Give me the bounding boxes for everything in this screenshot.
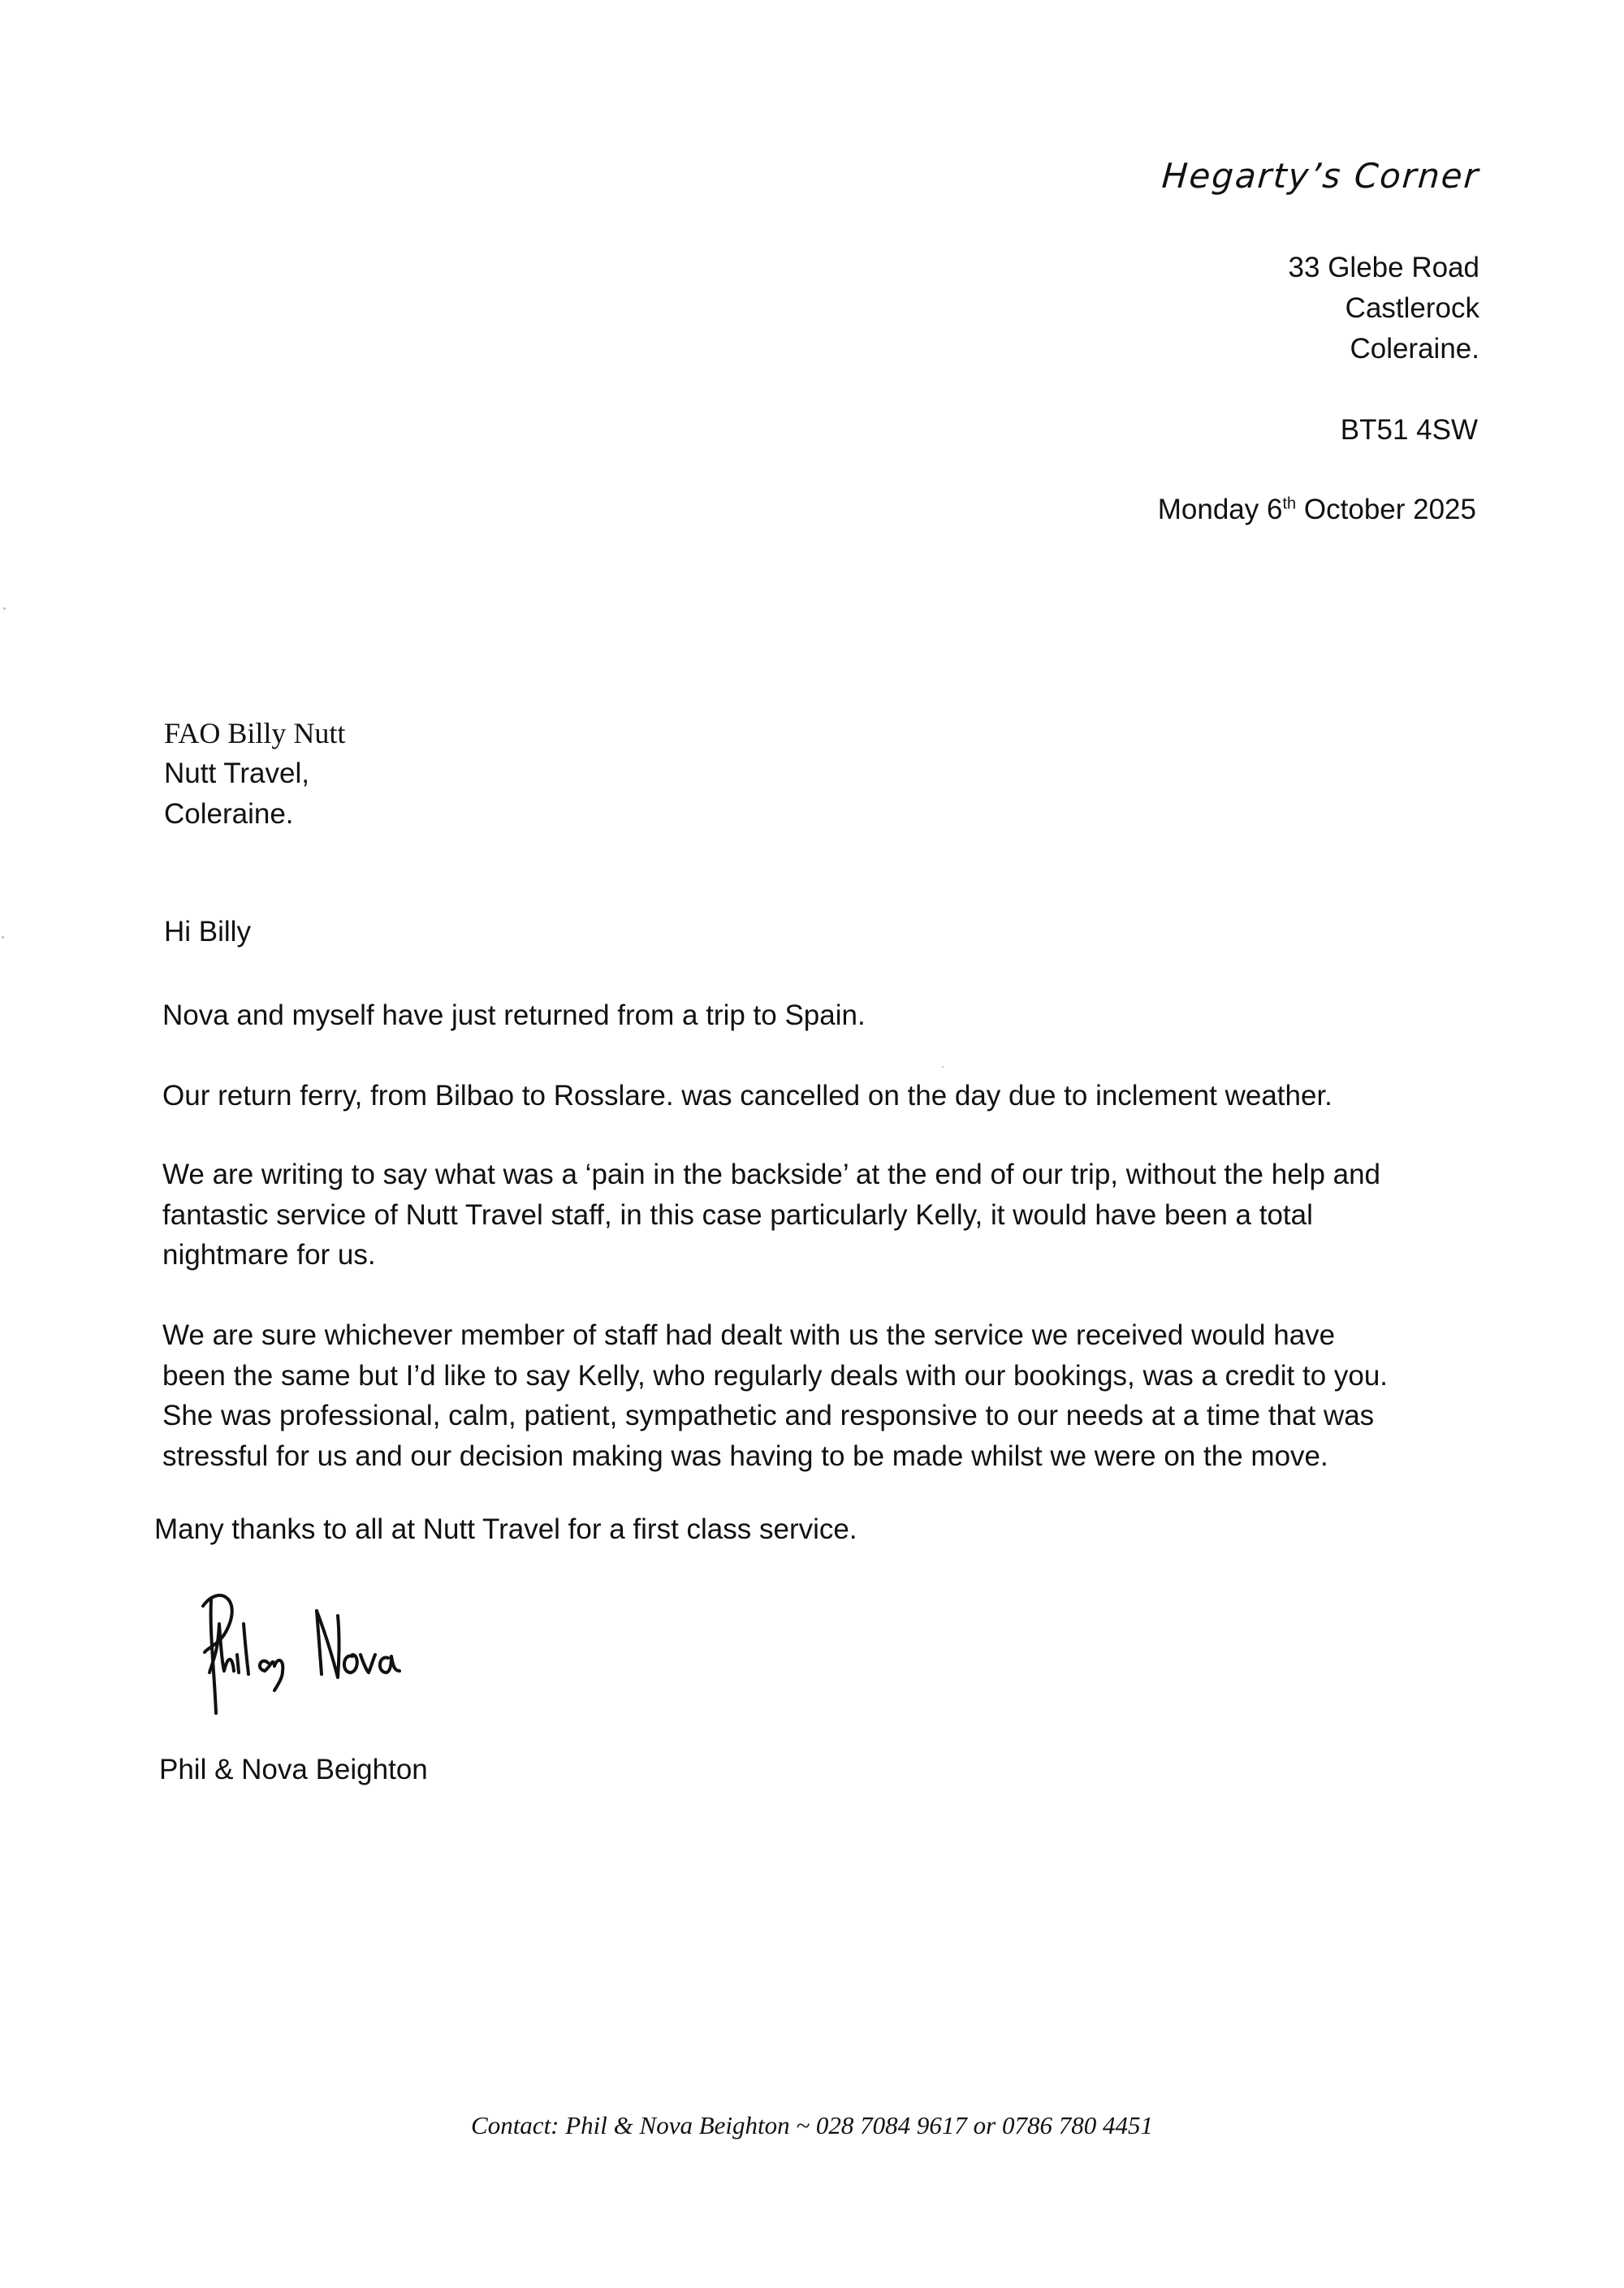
postcode: BT51 4SW: [1340, 414, 1478, 446]
letter-date: [1158, 494, 1476, 526]
signature-stroke: [361, 1655, 375, 1673]
paragraph-line: Our return ferry, from Bilbao to Rosslare. was cancelled on the day due to inclement weather.: [162, 1080, 1332, 1112]
paragraph-line: We are writing to say what was a ‘pain in the backside’ at the end of our trip, without the help and: [162, 1159, 1381, 1190]
sender-address: [1289, 248, 1479, 369]
date-day-suffix: th: [1282, 494, 1297, 513]
handwritten-signature: [187, 1575, 512, 1721]
date-weekday: Monday: [1157, 494, 1259, 525]
paragraph-line: Nova and myself have just returned from a trip to Spain.: [162, 999, 866, 1031]
body-paragraph: [162, 1076, 1494, 1116]
signature-stroke: [380, 1656, 400, 1673]
body-paragraph: [162, 995, 1494, 1036]
signature-stroke: [244, 1624, 248, 1674]
paragraph-line: She was professional, calm, patient, sympathetic and responsive to our needs at a time that was: [162, 1400, 1375, 1431]
recipient-line: Nutt Travel,: [164, 758, 309, 789]
signature-stroke: [260, 1660, 283, 1690]
signature-drawing: [187, 1575, 512, 1721]
salutation: Hi Billy: [164, 916, 251, 948]
address-line: Coleraine.: [1350, 333, 1479, 365]
paragraph-line: been the same but I’d like to say Kelly, who regularly deals with our bookings, was a credit to you.: [162, 1359, 1389, 1392]
recipient-block: [164, 713, 345, 835]
paragraph-line: We are sure whichever member of staff had dealt with us the service we received would have: [162, 1319, 1336, 1351]
signature-stroke: [237, 1655, 239, 1673]
paragraph-line: fantastic service of Nutt Travel staff, in this case particularly Kelly, it would have been a total: [162, 1198, 1313, 1231]
printed-signature-name: Phil & Nova Beighton: [159, 1754, 428, 1785]
paragraph-line: nightmare for us.: [162, 1239, 376, 1271]
address-line: 33 Glebe Road: [1288, 252, 1479, 283]
address-line: Castlerock: [1345, 292, 1479, 324]
scan-artifact: [2, 936, 4, 939]
contact-footer: Contact: Phil & Nova Beighton ~ 028 7084 9617 or 0786 780 4451: [471, 2111, 1153, 2139]
recipient-line: Coleraine.: [164, 798, 294, 830]
scan-artifact: [942, 1066, 944, 1068]
body-paragraph: [162, 1315, 1494, 1476]
date-month-year: October 2025: [1303, 494, 1476, 525]
recipient-fao: FAO Billy Nutt: [164, 717, 346, 749]
scan-artifact: [3, 607, 6, 610]
house-name: Hegarty’s Corner: [1160, 156, 1481, 196]
date-day: 6th: [1267, 494, 1297, 525]
paragraph-line: stressful for us and our decision making was having to be made whilst we were on the move.: [162, 1440, 1328, 1472]
body-paragraph: [162, 1155, 1494, 1276]
closing-line: Many thanks to all at Nutt Travel for a first class service.: [154, 1513, 857, 1545]
signature-stroke: [344, 1655, 357, 1673]
